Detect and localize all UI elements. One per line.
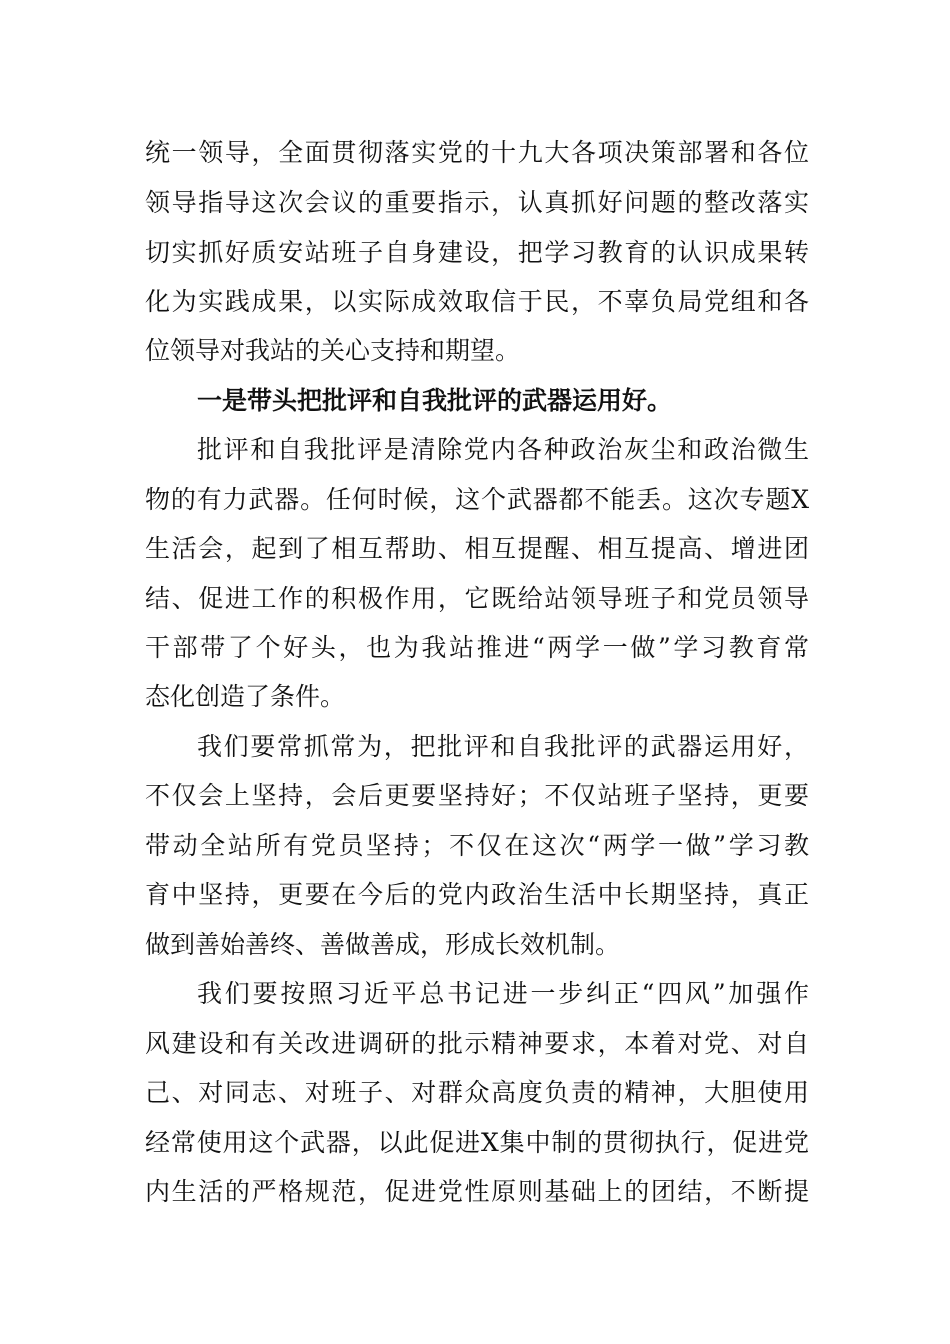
body-text-line: 态化创造了条件。 — [145, 682, 346, 711]
section-heading: 一是带头把批评和自我批评的武器运用好。 — [197, 386, 673, 415]
body-text-line: 做到善始善终、善做善成，形成长效机制。 — [145, 930, 621, 959]
body-text-line: 位领导对我站的关心支持和期望。 — [145, 336, 521, 365]
body-text-line: 育中坚持，更要在今后的党内政治生活中长期坚持，真正 — [145, 880, 809, 909]
body-text-line: 干部带了个好头，也为我站推进“两学一做”学习教育常 — [145, 633, 809, 662]
paragraph-first-line: 我们要按照习近平总书记进一步纠正“四风”加强作 — [197, 979, 809, 1008]
body-text-line: 生活会，起到了相互帮助、相互提醒、相互提高、增进团 — [145, 534, 809, 563]
body-text-line: 物的有力武器。任何时候，这个武器都不能丢。这次专题X — [145, 485, 809, 514]
body-text-line: 切实抓好质安站班子自身建设，把学习教育的认识成果转 — [145, 238, 809, 267]
body-text-line: 统一领导，全面贯彻落实党的十九大各项决策部署和各位 — [145, 138, 809, 167]
body-text-line: 领导指导这次会议的重要指示，认真抓好问题的整改落实 — [145, 188, 809, 217]
body-text-line: 化为实践成果，以实际成效取信于民，不辜负局党组和各 — [145, 287, 809, 316]
body-text-line: 不仅会上坚持，会后更要坚持好；不仅站班子坚持，更要 — [145, 781, 809, 810]
body-text-line: 结、促进工作的积极作用，它既给站领导班子和党员领导 — [145, 584, 809, 613]
body-text-line: 带动全站所有党员坚持；不仅在这次“两学一做”学习教 — [145, 831, 809, 860]
paragraph-first-line: 批评和自我批评是清除党内各种政治灰尘和政治微生 — [197, 435, 809, 464]
body-text-line: 经常使用这个武器，以此促进X集中制的贯彻执行，促进党 — [145, 1128, 809, 1157]
body-text-line: 风建设和有关改进调研的批示精神要求，本着对党、对自 — [145, 1029, 809, 1058]
body-text-line: 己、对同志、对班子、对群众高度负责的精神，大胆使用 — [145, 1078, 809, 1107]
body-text-line: 内生活的严格规范，促进党性原则基础上的团结，不断提 — [145, 1177, 809, 1206]
paragraph-first-line: 我们要常抓常为，把批评和自我批评的武器运用好， — [197, 732, 809, 761]
